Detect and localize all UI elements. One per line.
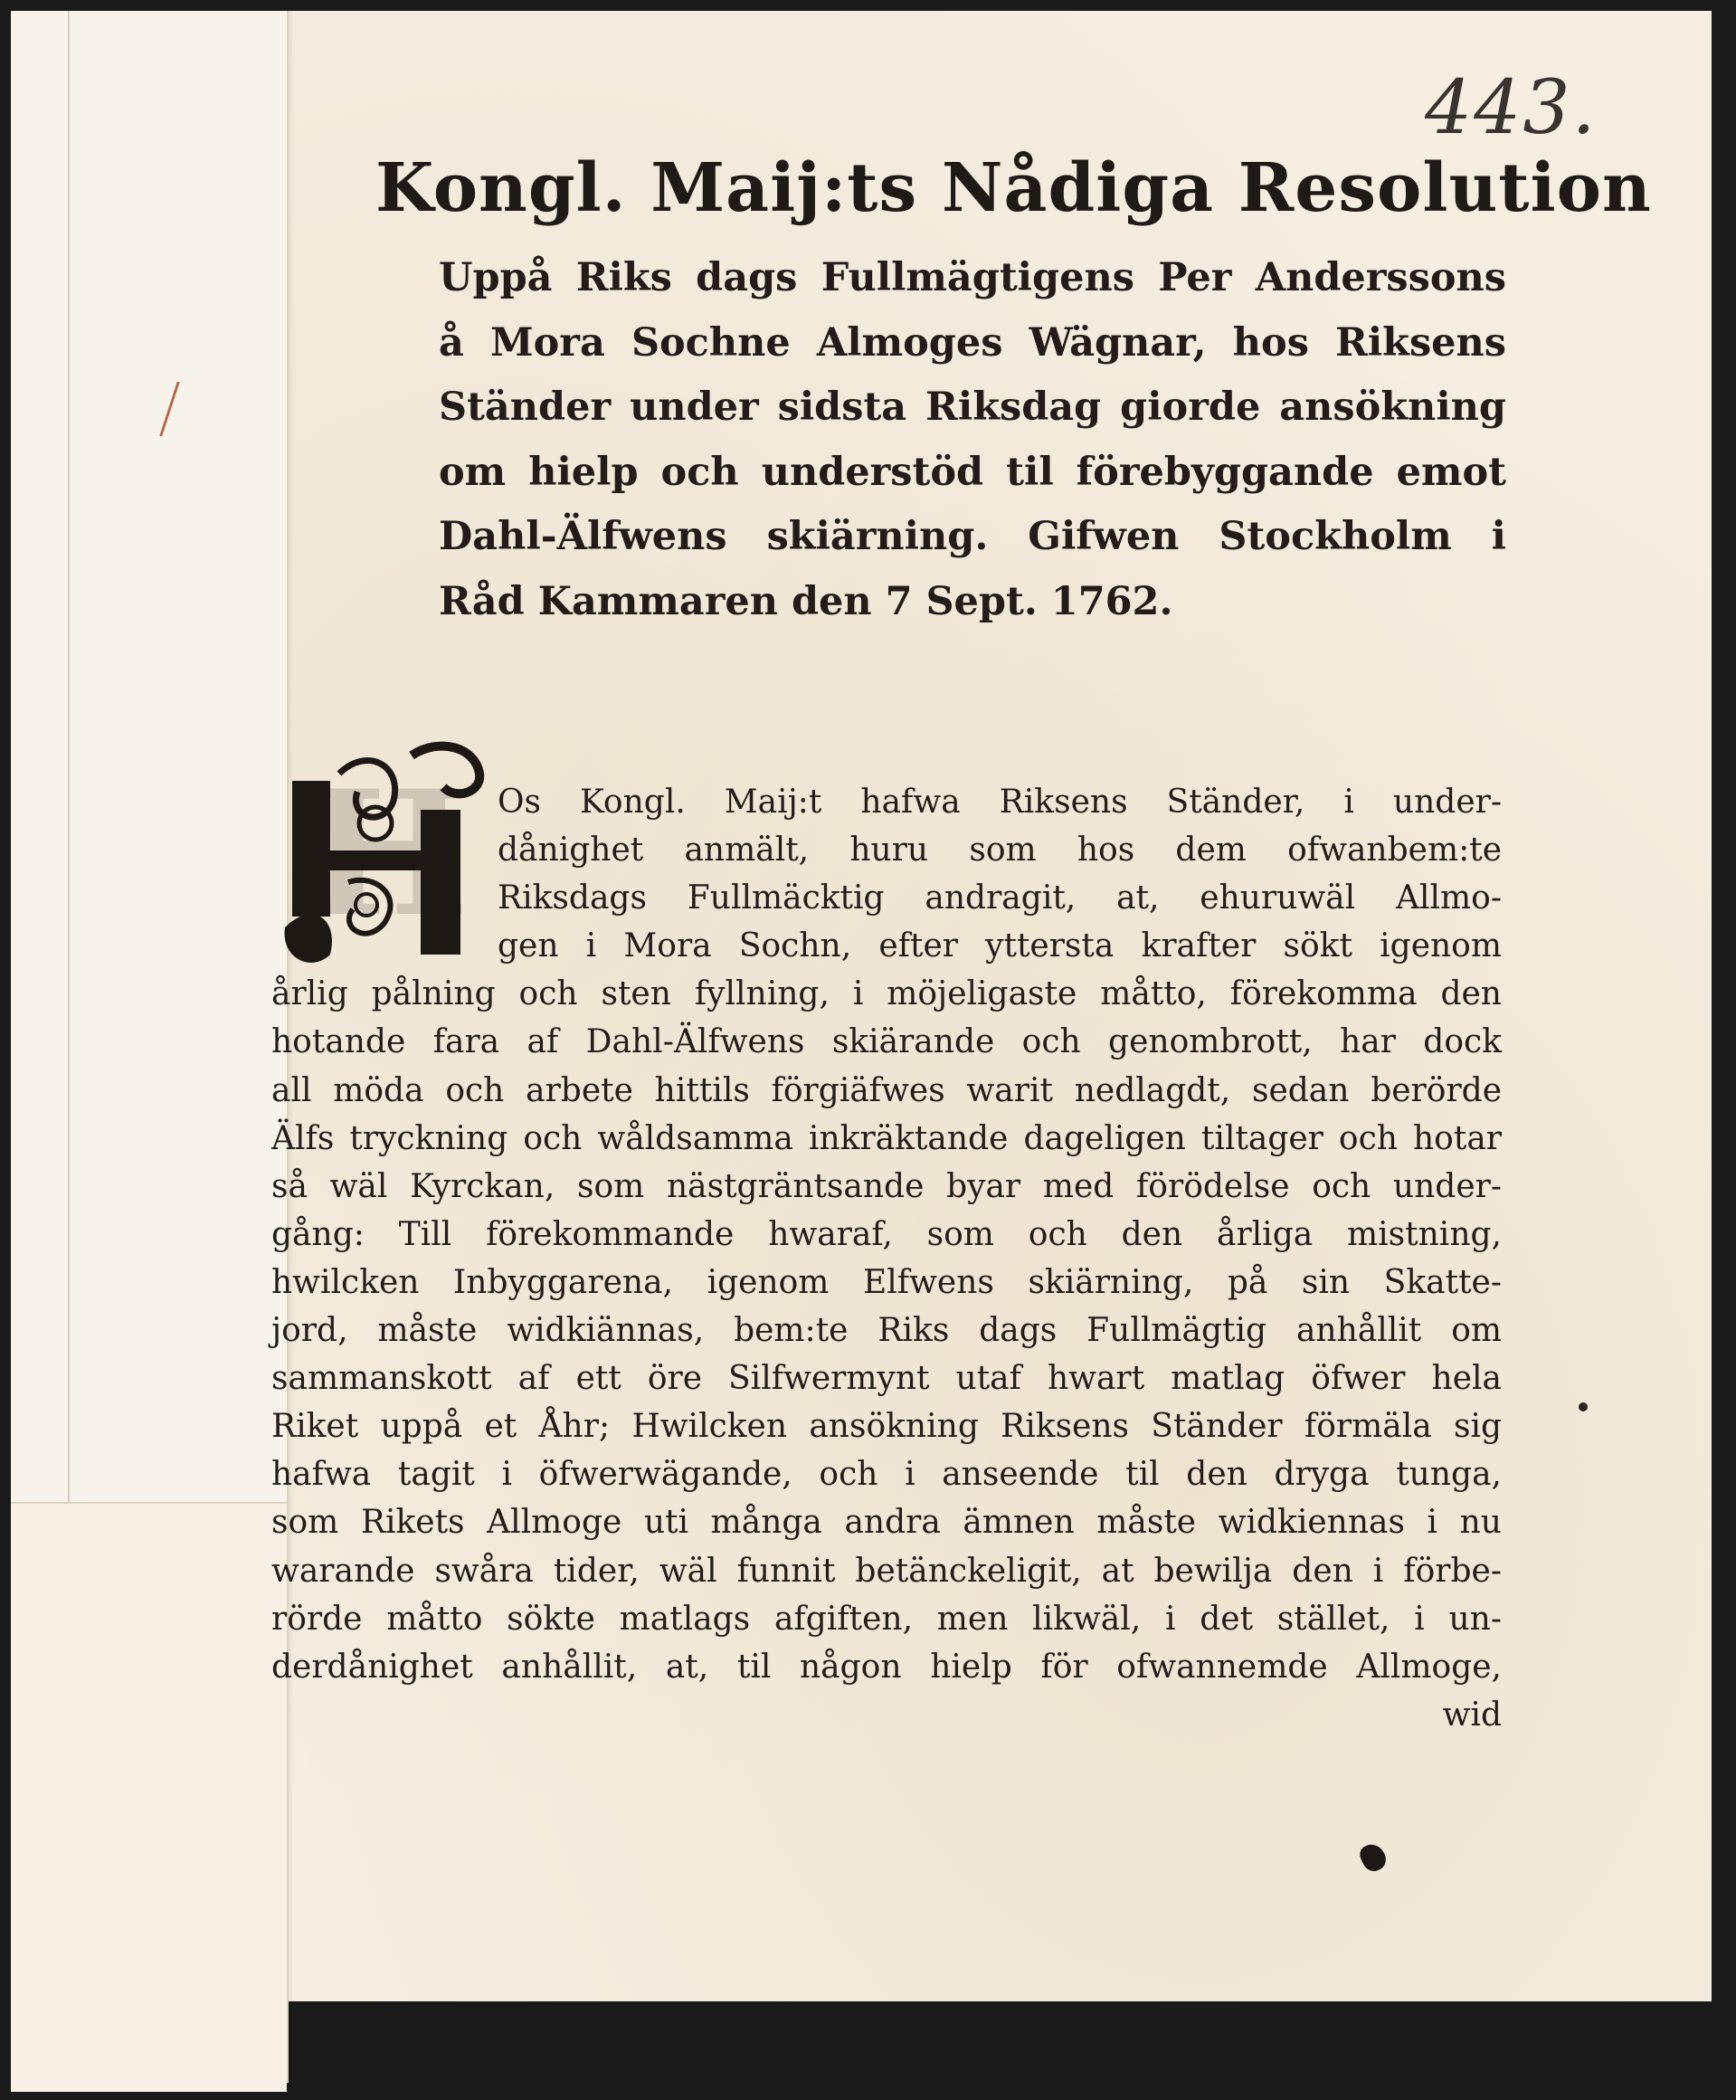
body-line: gen i Mora Sochn, efter yttersta krafter sökt igenom <box>498 927 1502 965</box>
body-line: derdånighet anhållit, at, til någon hielp för ofwannemde Allmoge, <box>271 1648 1502 1686</box>
subheading-line: Uppå Riks dags Fullmägtigens Per Anderssons <box>439 255 1506 300</box>
body-line: jord, måste widkiännas, bem:te Riks dags Fullmägtig anhållit om <box>271 1312 1502 1350</box>
subheading-line: Råd Kammaren den 7 Sept. 1762. <box>439 578 1173 624</box>
body-line: hotande fara af Dahl-Älfwens skiärande och genombrott, har dock <box>271 1023 1502 1061</box>
subheading-line: å Mora Sochne Almoges Wägnar, hos Riksens <box>439 319 1506 366</box>
body-line: som Rikets Allmoge uti många andra ämnen måste widkiennas i nu <box>271 1504 1502 1542</box>
title-subheading <box>439 246 1506 634</box>
svg-text:H: H <box>307 753 470 955</box>
body-line: Riket uppå et Åhr; Hwilcken ansökning Riksens Ständer förmäla sig <box>271 1408 1502 1446</box>
folio-number: 443. <box>1425 65 1598 151</box>
body-line: Älfs tryckning och wåldsamma inkräktande dageligen tiltager och hotar <box>271 1119 1502 1157</box>
subheading-line: Dahl-Älfwens skiärning. Gifwen Stockholm i <box>439 514 1506 559</box>
body-line: så wäl Kyrckan, som nästgräntsande byar med förödelse och under- <box>271 1167 1502 1205</box>
body-line: dånighet anmält, huru som hos dem ofwanbem:te <box>498 831 1502 869</box>
ink-dot <box>1579 1402 1588 1411</box>
body-line: warande swåra tider, wäl funnit betänckeligit, at bewilja den i förbe- <box>271 1552 1502 1590</box>
body-line: rörde måtto sökte matlags afgiften, men likwäl, i det stället, i un- <box>271 1600 1502 1638</box>
subheading-line: om hielp och understöd til förebyggande emot <box>439 449 1506 495</box>
binding-strip-lower <box>11 1502 287 2092</box>
body-line: hwilcken Inbyggarena, igenom Elfwens skiärning, på sin Skatte- <box>271 1263 1502 1301</box>
document-body <box>271 778 1502 1739</box>
body-line: årlig pålning och sten fyllning, i möjeligaste måtto, förekomma den <box>271 975 1502 1013</box>
subheading-line: Ständer under sidsta Riksdag giorde ansökning <box>439 385 1506 430</box>
body-line: hafwa tagit i öfwerwägande, och i anseende til den dryga tunga, <box>271 1456 1502 1494</box>
body-line: all möda och arbete hittils förgiäfwes warit nedlagdt, sedan berörde <box>271 1071 1502 1109</box>
catchword: wid <box>1442 1696 1502 1734</box>
body-line: sammanskott af ett öre Silfwermynt utaf hwart matlag öfwer hela <box>271 1360 1502 1398</box>
body-line: Riksdags Fullmäcktig andragit, at, ehuruwäl Allmo- <box>498 879 1502 917</box>
document-title: Kongl. Maij:ts Nådiga Resolution <box>375 149 1652 227</box>
body-line: gång: Till förekommande hwaraf, som och den årliga mistning, <box>271 1215 1502 1253</box>
body-line: Os Kongl. Maij:t hafwa Riksens Ständer, i under- <box>498 784 1502 821</box>
